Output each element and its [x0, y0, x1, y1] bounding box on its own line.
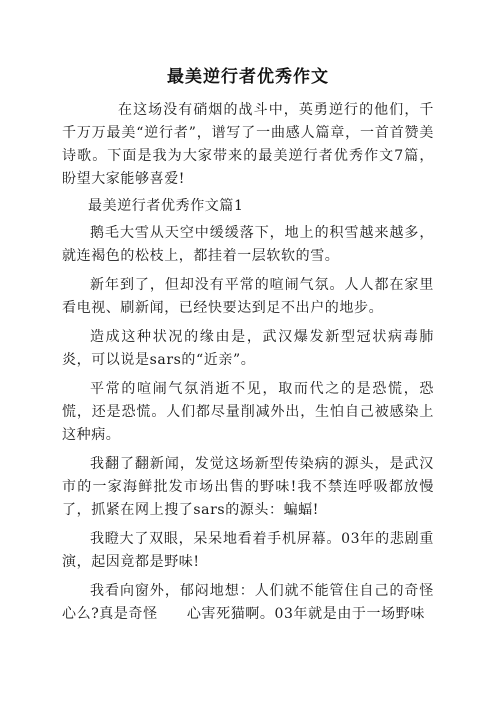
document-title: 最美逆行者优秀作文: [167, 67, 329, 87]
body-paragraph: 新年到了，但却没有平常的喧闹气氛。人人都在家里看电视、刷新闻，已经快要达到足不出户的地步。: [62, 277, 434, 316]
body-paragraph: 我瞪大了双眼，呆呆地看着手机屏幕。03年的悲剧重演，起因竟都是野味!: [62, 531, 434, 570]
body-paragraph: 平常的喧闹气氛消逝不见，取而代之的是恐慌，恐慌，还是恐慌。人们都尽量削减外出，生怕自己被感染上这种病。: [62, 381, 434, 443]
body-paragraph-cut-off: 我看向窗外，郁闷地想：人们就不能管住自己的奇怪心么?真是奇怪 心害死猫啊。03年就是由于一场野味: [62, 583, 434, 622]
intro-paragraph: 在这场没有硝烟的战斗中，英勇逆行的他们，千千万万最美“逆行者”，谱写了一曲感人篇章，一首首赞美诗歌。下面是我为大家带来的最美逆行者优秀作文7篇，盼望大家能够喜爱!: [62, 102, 434, 187]
body-paragraph: 我翻了翻新闻，发觉这场新型传染病的源头，是武汉市的一家海鲜批发市场出售的野味!我不禁连呼吸都放慢了，抓紧在网上搜了sars的源头：蝙蝠!: [62, 456, 434, 518]
body-paragraph: 鹅毛大雪从天空中缓缓落下，地上的积雪越来越多，就连褐色的松枝上，都挂着一层软软的雪。: [62, 225, 434, 264]
section-heading: 最美逆行者优秀作文篇1: [88, 198, 244, 214]
body-paragraph: 造成这种状况的缘由是，武汉爆发新型冠状病毒肺炎，可以说是sars的“近亲”。: [62, 329, 434, 368]
